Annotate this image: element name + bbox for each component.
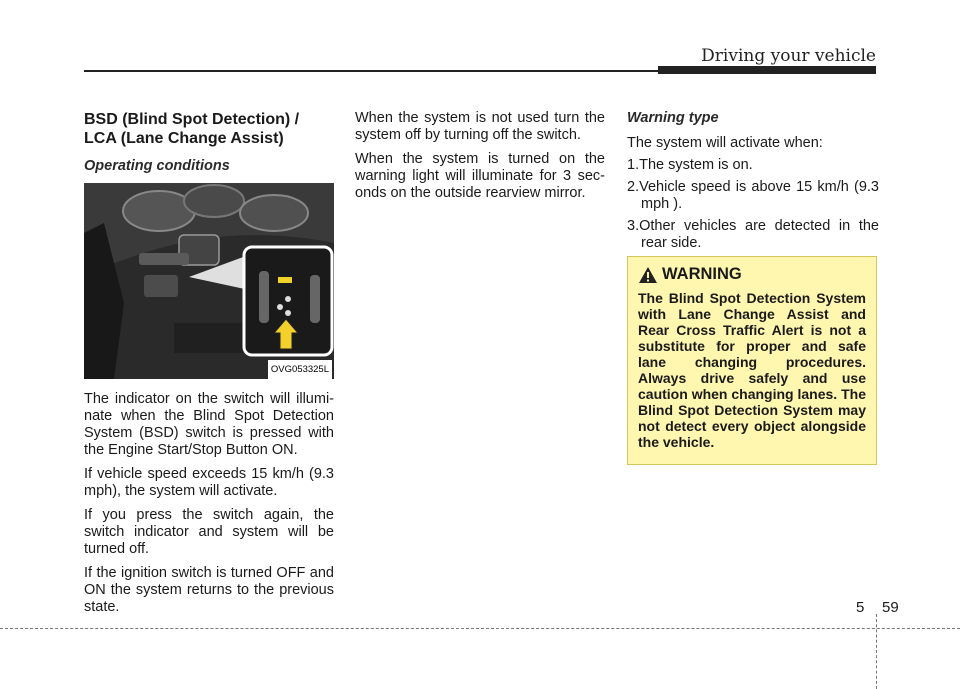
list-item: 2.Vehicle speed is above 15 km/h (9.3 mph ). (627, 179, 879, 212)
paragraph: If the ignition switch is turned OFF and ON the system returns to the previous state. (84, 565, 334, 615)
footer-rule (0, 628, 960, 629)
warning-header (638, 265, 866, 284)
section-heading-line2: LCA (Lane Change Assist) (84, 130, 284, 147)
header-rule (84, 70, 724, 72)
middle-column (355, 110, 605, 209)
paragraph: If vehicle speed exceeds 15 km/h (9.3 mph), the system will activate. (84, 466, 334, 499)
list-item: 3.Other vehicles are detected in the rear side. (627, 218, 879, 251)
left-column (84, 110, 334, 623)
operating-conditions-heading: Operating conditions (84, 158, 230, 174)
list-item: 1.The system is on. (627, 157, 753, 173)
paragraph: When the system is not used turn the system off by turning off the switch. (355, 110, 605, 143)
right-column (627, 110, 879, 257)
dashboard-illustration (84, 183, 334, 379)
warning-box (627, 256, 877, 465)
footer-separator (876, 614, 877, 689)
dashboard-switch-photo (84, 183, 334, 379)
paragraph: The indicator on the switch will illumi-nate when the Blind Spot Detection System (BSD) switch is pressed with the Engine Start/Stop Button ON. (84, 391, 334, 458)
paragraph: When the system is turned on the warning light will illuminate for 3 sec-onds on the outside rearview mirror. (355, 151, 605, 201)
page-number: 59 (882, 599, 899, 616)
section-heading (84, 110, 334, 148)
paragraph: If you press the switch again, the switch indicator and system will be turned off. (84, 507, 334, 557)
section-number: 5 (856, 599, 865, 616)
section-heading-line1: BSD (Blind Spot Detection) / (84, 111, 300, 128)
image-caption: OVG053325L (268, 360, 332, 379)
warning-body: The Blind Spot Detection System with Lane Change Assist and Rear Cross Traffic Alert is not a substitute for proper and safe lane changing procedures. Always drive safely and use caution when changing lanes. The Blind Spot Detection System may not detect every object alongside the vehicle. (638, 290, 866, 450)
header-rule-accent (658, 66, 876, 74)
warning-triangle-icon (638, 266, 658, 284)
warning-title: WARNING (662, 265, 742, 283)
header-title: Driving your vehicle (701, 46, 876, 66)
activation-list (627, 135, 879, 252)
warning-type-heading: Warning type (627, 110, 719, 126)
list-intro: The system will activate when: (627, 135, 823, 151)
